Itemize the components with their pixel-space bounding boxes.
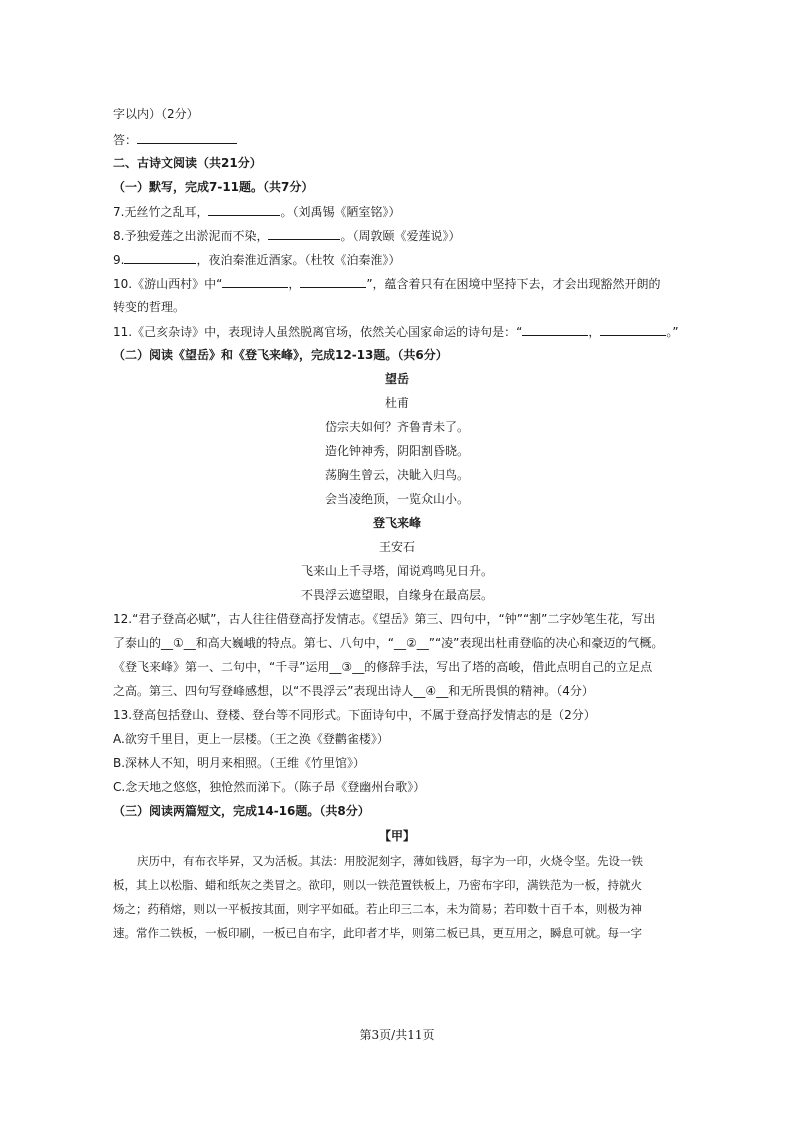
q8 (113, 227, 460, 244)
poem2-title: 登飞来峰 (372, 516, 421, 530)
subsection-heading-1: （一）默写，完成7-11题。（共7分） (113, 180, 314, 194)
q12-line: 《登飞来峰》第一、二句中，“千寻”运用__③__的修辞手法，写出了塔的高峻，借此点明自己的立足点 (113, 660, 653, 674)
passage-line: 庆历中，有布衣毕昇，又为活板。其法：用胶泥刻字，薄如钱唇，每字为一印，火烧令坚。先设一铁 (137, 854, 643, 868)
section-heading-2: 二、古诗文阅读（共21分） (113, 156, 262, 170)
poem1-title: 望岳 (384, 372, 409, 386)
q7-source: 。（刘禹锡《陋室铭》） (280, 205, 401, 219)
q10 (113, 275, 661, 292)
q10-blank-2[interactable] (300, 275, 366, 288)
q10-tail: ”，蕴含着只有在困境中坚持下去，才会出现豁然开朗的 (366, 277, 661, 291)
q11-tail: 。” (666, 325, 679, 339)
q7-text: 7.无丝竹之乱耳， (113, 205, 209, 219)
answer-blank[interactable] (137, 131, 237, 144)
q9 (113, 251, 400, 268)
q10-cont: 转变的哲理。 (113, 300, 186, 314)
q12-line: 12.“君子登高必赋”，古人往往借登高抒发情志。《望岳》第三、四句中，“钟”“割”二字妙笔生花，写出 (113, 612, 656, 626)
q13-option-a[interactable]: A.欲穷千里目，更上一层楼。（王之涣《登鹳雀楼》） (113, 732, 389, 746)
q8-source: 。（周敦颐《爱莲说》） (340, 229, 461, 243)
q10-text: 10.《游山西村》中“ (113, 277, 223, 291)
q13-stem: 13.登高包括登山、登楼、登台等不同形式。下面诗句中，不属于登高抒发情志的是（2分） (113, 708, 596, 722)
q11 (113, 323, 679, 340)
q9-num: 9. (113, 253, 125, 267)
q11-blank-2[interactable] (600, 323, 666, 336)
q7 (113, 203, 400, 220)
q8-text: 8.予独爱莲之出淤泥而不染， (113, 229, 269, 243)
q6-tail: 字以内）（2分） (113, 107, 199, 121)
q11-comma: ， (588, 325, 601, 339)
answer-label: 答： (113, 133, 138, 147)
q12-line: 了泰山的__①__和高大巍峨的特点。第七、八句中，“__②__”“凌”表现出杜甫登临的决心和豪迈的气概。 (113, 636, 664, 650)
q10-comma: ， (288, 277, 301, 291)
poem1-line: 岱宗夫如何？齐鲁青未了。 (324, 420, 469, 434)
poem1-line: 荡胸生曾云，决眦入归鸟。 (324, 468, 469, 482)
passage-title: 【甲】 (378, 829, 415, 843)
page-number: 第3页/共11页 (359, 1028, 435, 1042)
q13-option-b[interactable]: B.深林人不知，明月来相照。（王维《竹里馆》） (113, 756, 366, 770)
subsection-heading-3: （三）阅读两篇短文，完成14-16题。（共8分） (113, 804, 370, 818)
passage-line: 速。常作二铁板，一板印刷，一板已自布字，此印者才毕，则第二板已具，更互用之，瞬息可就。每一字 (113, 926, 642, 940)
q9-text: ，夜泊秦淮近酒家。（杜牧《泊秦淮》） (196, 253, 401, 267)
q13-option-c[interactable]: C.念天地之悠悠，独怆然而涕下。（陈子昂《登幽州台歌》） (113, 780, 426, 794)
q11-blank-1[interactable] (522, 323, 588, 336)
poem2-line: 飞来山上千寻塔，闻说鸡鸣见日升。 (300, 564, 493, 578)
passage-line: 板，其上以松脂、蜡和纸灰之类冒之。欲印，则以一铁范置铁板上，乃密布字印，满铁范为一板，持就火 (113, 878, 642, 892)
q7-blank[interactable] (208, 203, 280, 216)
q8-blank[interactable] (268, 227, 340, 240)
answer-line (113, 131, 237, 148)
q12-line: 之高。第三、四句写登峰感想，以“不畏浮云”表现出诗人__④__和无所畏惧的精神。（4分） (113, 684, 594, 698)
poem2-line: 不畏浮云遮望眼，自缘身在最高层。 (300, 588, 493, 602)
subsection-heading-2: （二）阅读《望岳》和《登飞来峰》，完成12-13题。（共6分） (113, 348, 448, 362)
passage-line: 炀之；药稍熔，则以一平板按其面，则字平如砥。若止印三二本，未为简易；若印数十百千本，则极为神 (113, 902, 642, 916)
q11-text: 11.《己亥杂诗》中，表现诗人虽然脱离官场，依然关心国家命运的诗句是：“ (113, 325, 523, 339)
poem2-author: 王安石 (378, 540, 415, 554)
q9-blank[interactable] (124, 251, 196, 264)
poem1-author: 杜甫 (384, 396, 409, 410)
q10-blank-1[interactable] (222, 275, 288, 288)
poem1-line: 会当凌绝顶，一览众山小。 (324, 492, 469, 506)
poem1-line: 造化钟神秀，阴阳割昏晓。 (324, 444, 469, 458)
